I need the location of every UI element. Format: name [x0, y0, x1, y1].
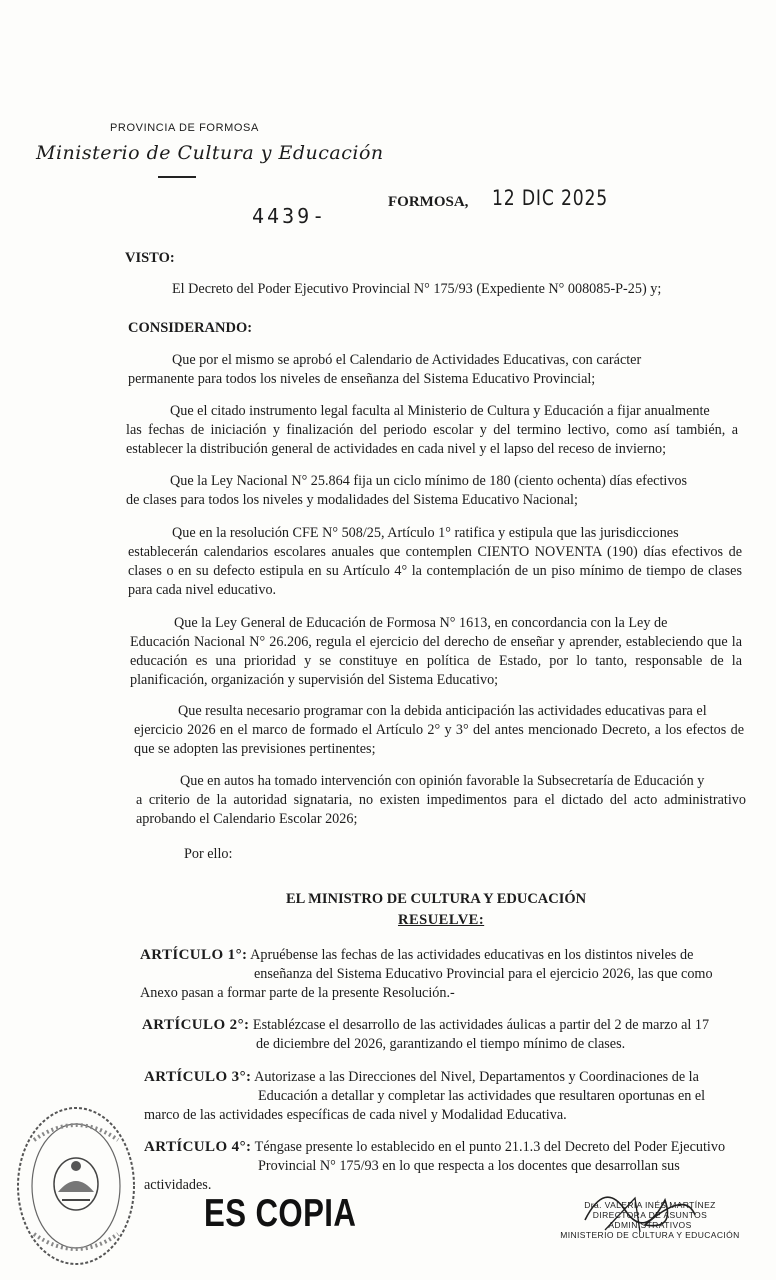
- article-2: [142, 1016, 748, 1054]
- ministry-name: Ministerio de Cultura y Educación: [36, 142, 384, 164]
- closing-text: Por ello:: [184, 846, 233, 862]
- place-label: FORMOSA,: [388, 194, 469, 210]
- article-first-line: Autorizase a las Direcciones del Nivel, Departamentos y Coordinaciones de la: [254, 1069, 699, 1085]
- article-continuation: enseñanza del Sistema Educativo Provincial para el ejercicio 2026, las que como: [254, 966, 713, 982]
- paragraph-first-line: Que la Ley General de Educación de Formosa N° 1613, en concordancia con la Ley de: [174, 615, 668, 631]
- paragraph-rest: establecerán calendarios escolares anuales que contemplen CIENTO NOVENTA (190) días efectivos de clases o en su defecto estipula en su Artículo 4° la contemplación de un piso mínimo de tiempo de clases para cada nivel educativo.: [128, 544, 742, 598]
- copy-stamp: ES COPIA: [204, 1192, 357, 1235]
- considerando-paragraph: [130, 614, 742, 690]
- article-label: ARTÍCULO 3°:: [144, 1069, 252, 1085]
- signatory-name: Dra. VALERIA INÉS MARTÍNEZ: [584, 1200, 716, 1210]
- paragraph-rest: de clases para todos los niveles y modalidades del Sistema Educativo Nacional;: [126, 492, 578, 508]
- article-continuation: Educación a detallar y completar las actividades que resultaren oportunas en el: [258, 1088, 706, 1104]
- considerando-paragraph: [126, 472, 738, 510]
- date-stamp: 12 DIC 2025: [492, 186, 609, 210]
- paragraph-rest: a criterio de la autoridad signataria, no existen impedimentos para el dictado del acto administrativo aprobando el Calendario Escolar 2026;: [136, 792, 746, 827]
- visto-text: El Decreto del Poder Ejecutivo Provincial N° 175/93 (Expediente N° 008085-P-25) y;: [172, 281, 662, 297]
- considerando-paragraph: [128, 351, 738, 389]
- article-first-line: Establézcase el desarrollo de las actividades áulicas a partir del 2 de marzo al 17: [252, 1017, 710, 1033]
- article-continuation: Provincial N° 175/93 en lo que respecta a los docentes que desarrollan sus: [258, 1158, 680, 1174]
- resuelve-heading: RESUELVE:: [398, 912, 485, 928]
- paragraph-rest: ejercicio 2026 en el marco de formado el Artículo 2° y 3° del antes mencionado Decreto, a los efectos de que se adopten las previsiones pertinentes;: [134, 722, 744, 757]
- paragraph-rest: Educación Nacional N° 26.206, regula el ejercicio del derecho de enseñar y aprender, estableciendo que la educación es una prioridad y se constituye en política de Estado, por lo tanto, responsable de la planificación, organización y supervisión del Sistema Educativo;: [130, 634, 742, 688]
- article-label: ARTÍCULO 4°:: [144, 1139, 252, 1155]
- considerando-paragraph: [128, 524, 742, 600]
- article-rest: marco de las actividades específicas de cada nivel y Modalidad Educativa.: [144, 1107, 567, 1123]
- paragraph-rest: las fechas de iniciación y finalización del periodo escolar y del termino lectivo, como así también, a establecer la distribución general de actividades en cada nivel y el lapso del receso de invierno;: [126, 422, 738, 457]
- article-first-line: Apruébense las fechas de las actividades educativas en los distintos niveles de: [250, 947, 694, 963]
- article-rest: actividades.: [144, 1177, 212, 1193]
- considerando-paragraph: [136, 772, 746, 829]
- considerando-paragraph: [134, 702, 744, 759]
- article-label: ARTÍCULO 1°:: [140, 947, 248, 963]
- signature-stamp: [545, 1170, 755, 1250]
- article-rest: Anexo pasan a formar parte de la presente Resolución.-: [140, 985, 455, 1001]
- province-name: PROVINCIA DE FORMOSA: [110, 122, 259, 134]
- paragraph-first-line: Que por el mismo se aprobó el Calendario de Actividades Educativas, con carácter: [172, 352, 642, 368]
- paragraph-rest: permanente para todos los niveles de enseñanza del Sistema Educativo Provincial;: [128, 371, 596, 387]
- signatory-block: [555, 1200, 745, 1240]
- paragraph-first-line: Que en autos ha tomado intervención con opinión favorable la Subsecretaría de Educación y: [180, 773, 705, 789]
- paragraph-first-line: Que el citado instrumento legal faculta al Ministerio de Cultura y Educación a fijar anualmente: [170, 403, 710, 419]
- authority-title: EL MINISTRO DE CULTURA Y EDUCACIÓN: [286, 891, 587, 907]
- resolution-number: 4439-: [252, 204, 328, 228]
- considerando-paragraph: [126, 402, 738, 459]
- signatory-title: DIRECTORA DE ASUNTOS: [592, 1210, 708, 1220]
- considerando-heading: CONSIDERANDO:: [128, 320, 253, 336]
- header-divider: [158, 176, 196, 178]
- visto-heading: VISTO:: [125, 250, 175, 266]
- signatory-ministry: MINISTERIO DE CULTURA Y EDUCACIÓN: [560, 1230, 740, 1240]
- article-continuation: de diciembre del 2026, garantizando el tiempo mínimo de clases.: [256, 1036, 626, 1052]
- official-seal-stamp: [14, 1100, 142, 1268]
- paragraph-first-line: Que resulta necesario programar con la debida anticipación las actividades educativas para el: [178, 703, 707, 719]
- article-3: [144, 1068, 750, 1125]
- signatory-title: ADMINISTRATIVOS: [608, 1220, 692, 1230]
- article-1: [140, 946, 750, 1003]
- paragraph-first-line: Que en la resolución CFE N° 508/25, Artículo 1° ratifica y estipula que las jurisdicciones: [172, 525, 679, 541]
- paragraph-first-line: Que la Ley Nacional N° 25.864 fija un ciclo mínimo de 180 (ciento ochenta) días efectivos: [170, 473, 688, 489]
- article-first-line: Téngase presente lo establecido en el punto 21.1.3 del Decreto del Poder Ejecutivo: [254, 1139, 726, 1155]
- article-label: ARTÍCULO 2°:: [142, 1017, 250, 1033]
